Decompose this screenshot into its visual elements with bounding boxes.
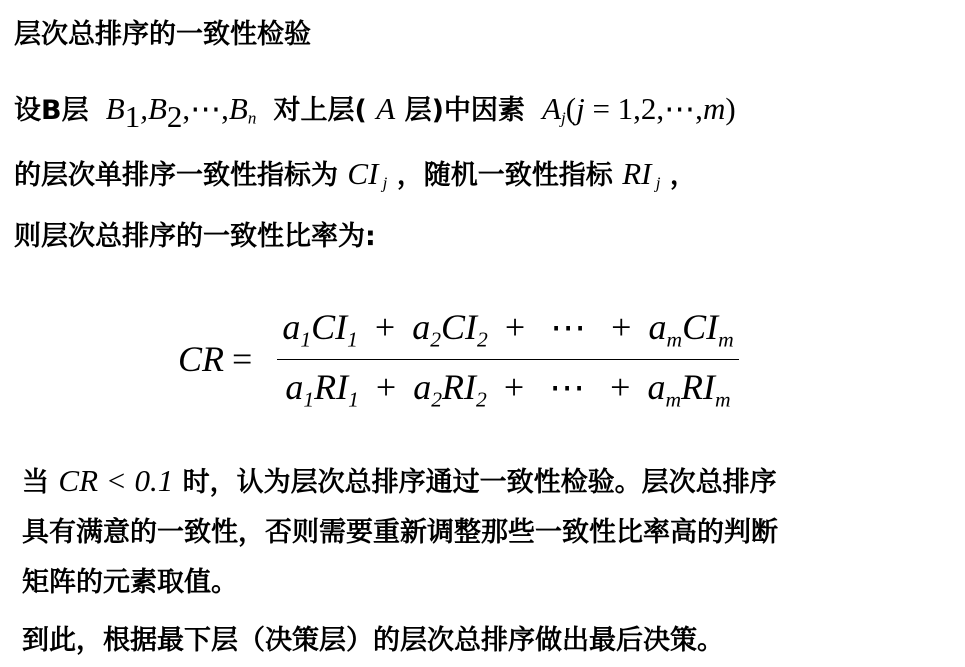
formula-term: $a_mCI_m$: [648, 307, 734, 352]
cr-formula: [178, 306, 742, 412]
conclusion-paragraph: [22, 456, 778, 608]
formula-term: $a_mRI_m$: [647, 366, 731, 412]
intro-line-1-mid: 对上层(: [273, 95, 367, 126]
cr-condition-math: CR < 0.1: [58, 463, 174, 498]
formula-term: $a_1CI_1$: [282, 307, 358, 352]
intro-line-2-post: ，: [669, 160, 697, 191]
intro-line-2-mid: ，随机一致性指标: [396, 160, 613, 191]
intro-line-2: [14, 153, 697, 193]
factor-a-j-math: $A_j(j$ = 1,2,⋯,m): [534, 91, 736, 128]
conclusion-line-3: 矩阵的元素取值。: [22, 567, 238, 598]
formula-equals: =: [232, 339, 253, 380]
formula-term: $a_2CI_2$: [412, 307, 488, 352]
formula-lhs: CR: [178, 339, 225, 380]
formula-term: $a_1RI_1$: [285, 366, 359, 412]
a-layer-symbol: A: [376, 91, 396, 126]
ri-j-math: RI $_j$: [622, 156, 661, 193]
final-decision-line: 到此，根据最下层（决策层）的层次总排序做出最后决策。: [22, 625, 724, 656]
intro-line-1-post: 层)中因素: [404, 95, 525, 126]
conclusion-suffix: 时，认为层次总排序通过一致性检验。层次总排序: [182, 467, 777, 498]
intro-line-3: 则层次总排序的一致性比率为:: [14, 221, 376, 252]
formula-fraction: [274, 306, 741, 412]
intro-line-1: [14, 88, 736, 135]
formula-term: $a_2RI_2$: [413, 366, 487, 412]
intro-line-2-prefix: 的层次单排序一致性指标为: [14, 160, 338, 191]
formula-numerator: $a_1CI_1 + a_2CI_2$ + ⋯ + $a_mCI_m$: [282, 307, 734, 352]
ci-j-math: CI $_j$: [347, 156, 388, 193]
conclusion-prefix: 当: [22, 467, 49, 498]
formula-denominator: $a_1RI_1 + a_2RI_2$ + ⋯ + $a_mRI_m$: [277, 359, 738, 413]
conclusion-line-2: 具有满意的一致性，否则需要重新调整那些一致性比率高的判断: [22, 517, 778, 548]
b-sequence-math: $B_1,B_2,\cdots,B_n$: [98, 91, 257, 134]
page-title: 层次总排序的一致性检验: [14, 19, 311, 50]
conclusion-line-1: [22, 456, 778, 508]
intro-line-1-prefix: 设B层: [14, 95, 89, 126]
